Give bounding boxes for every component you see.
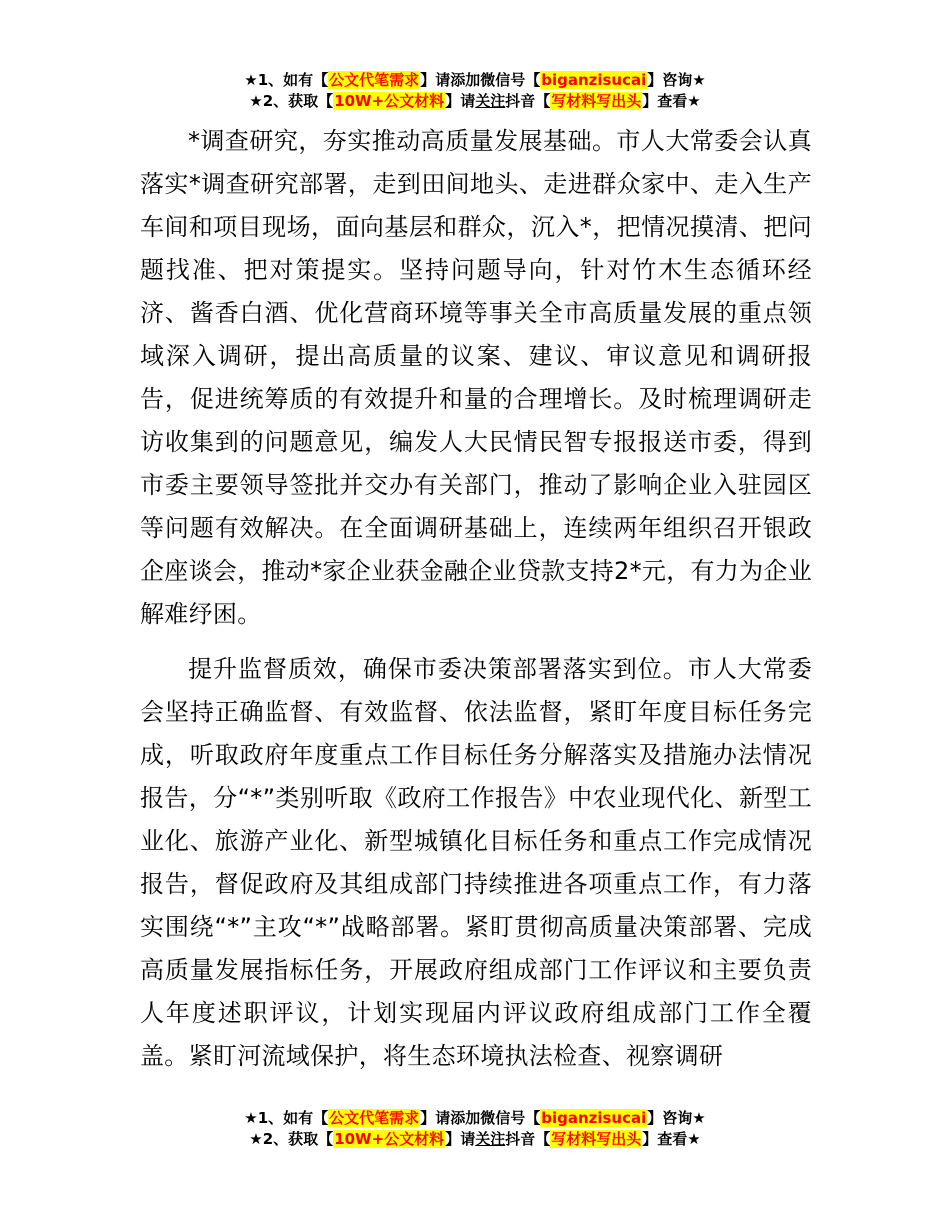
highlight-materials: 10W+公文材料 (334, 1130, 445, 1148)
highlight-service: 公文代笔需求 (329, 1109, 420, 1127)
underlined-follow: 关注 (475, 1130, 506, 1148)
highlight-service: 公文代笔需求 (329, 71, 420, 89)
footer-banner (0, 1108, 950, 1150)
highlight-wechat-id: biganzisucai (541, 71, 647, 89)
highlight-douyin-account: 写材料写出头 (551, 1130, 642, 1148)
underlined-follow: 关注 (475, 92, 506, 110)
star-icon: ★ (244, 71, 258, 89)
highlight-materials: 10W+公文材料 (334, 92, 445, 110)
star-icon: ★ (244, 1109, 258, 1127)
banner-line-2: ★2、获取【10W+公文材料】请关注抖音【写材料写出头】查看★ (249, 1130, 701, 1148)
paragraph-research: *调查研究，夯实推动高质量发展基础。市人大常委会认真落实*调查研究部署，走到田间地头、走进群众家中、走入生产车间和项目现场，面向基层和群众，沉入*，把情况摸清、把问题找准、把对策提实。坚持问题导向，针对竹木生态循环经济、酱香白酒、优化营商环境等事关全市高质量发展的重点领域深入调研，提出高质量的议案、建议、审议意见和调研报告，促进统筹质的有效提升和量的合理增长。及时梳理调研走访收集到的问题意见，编发人大民情民智专报报送市委，得到市委主要领导签批并交办有关部门，推动了影响企业入驻园区等问题有效解决。在全面调研基础上，连续两年组织召开银政企座谈会，推动*家企业获金融企业贷款支持2*元，有力为企业解难纾困。 (140, 127, 812, 628)
banner-line-1: ★1、如有【公文代笔需求】请添加微信号【biganzisucai】咨询★ (244, 71, 706, 89)
star-icon: ★ (249, 1130, 263, 1148)
star-icon: ★ (249, 92, 263, 110)
banner-line-1: ★1、如有【公文代笔需求】请添加微信号【biganzisucai】咨询★ (244, 1109, 706, 1127)
highlight-wechat-id: biganzisucai (541, 1109, 647, 1127)
header-banner (0, 70, 950, 112)
document-body (140, 120, 812, 1090)
paragraph-supervision: 提升监督质效，确保市委决策部署落实到位。市人大常委会坚持正确监督、有效监督、依法监督，紧盯年度目标任务完成，听取政府年度重点工作目标任务分解落实及措施办法情况报告，分“*”类别听取《政府工作报告》中农业现代化、新型工业化、旅游产业化、新型城镇化目标任务和重点工作完成情况报告，督促政府及其组成部门持续推进各项重点工作，有力落实围绕“*”主攻“*”战略部署。紧盯贯彻高质量决策部署、完成高质量发展指标任务，开展政府组成部门工作评议和主要负责人年度述职评议，计划实现届内评议政府组成部门工作全覆盖。紧盯河流域保护，将生态环境执法检查、视察调研 (140, 655, 812, 1070)
banner-line-2: ★2、获取【10W+公文材料】请关注抖音【写材料写出头】查看★ (249, 92, 701, 110)
highlight-douyin-account: 写材料写出头 (551, 92, 642, 110)
